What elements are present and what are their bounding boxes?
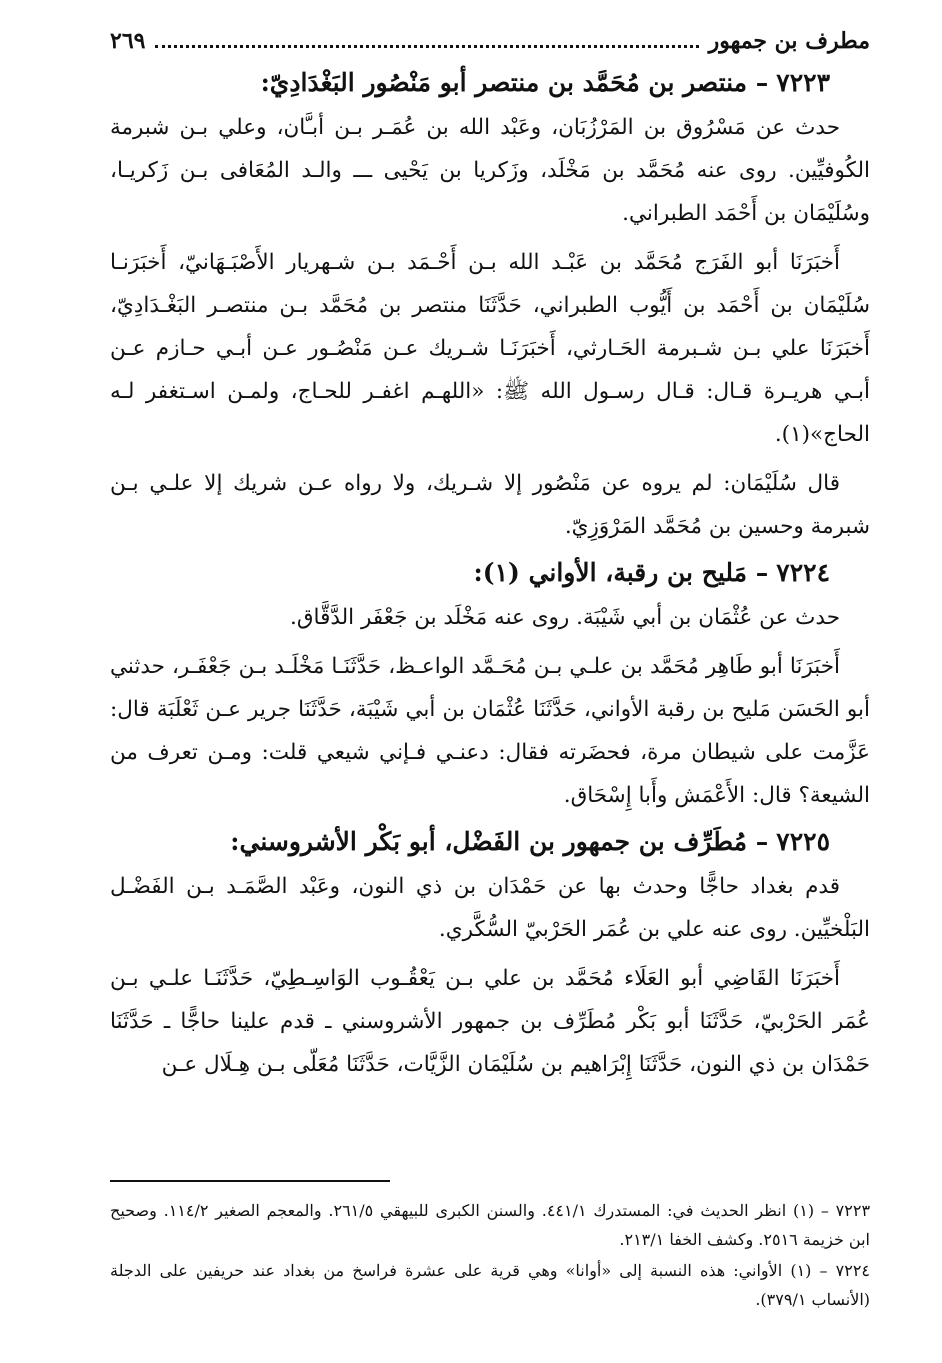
entry-heading [110, 554, 870, 592]
entry-paragraph: قدم بغداد حاجًّا وحدث بها عن حَمْدَان بن ذي النون، وعَبْد الصَّمَـد بـن الفَضْـل البَلْخيِّين. روى عنه علي بن عُمَر الحَرْبيّ السُّكَّري. [110, 874, 870, 942]
leader-dots [155, 31, 698, 48]
entry-title: – مُطَرِّف بن جمهور بن الفَضْل، أبو بَكْر الأشروسني: [230, 827, 769, 856]
entry-paragraph: قال سُلَيْمَان: لم يروه عن مَنْصُور إلا شـريك، ولا رواه عـن شريك إلا علـي بـن شبرمة وحسين بن مُحَمَّد المَرْوَزِيّ. [110, 471, 870, 539]
entry-paragraph: حدث عن عُثْمَان بن أبي شَيْبَة. روى عنه مَخْلَد بن جَعْفَر الدَّقَّاق. [290, 605, 840, 630]
entry-title: – مَليح بن رقبة، الأواني (١): [473, 558, 769, 587]
footnote-rule [110, 1180, 390, 1182]
entry-paragraph: حدث عن مَسْرُوق بن المَرْزُبَان، وعَبْد الله بن عُمَـر بـن أبـَّان، وعلي بـن شبرمة الكُوفيِّين. روى عنه مُحَمَّد بن مَخْلَد، وزَكريا بن يَحْيى ـــ والـد المُعَافى بـن زَكريـا، وسُلَيْمَان بن أَحْمَد الطبراني. [110, 115, 870, 226]
entry-title: – منتصر بن مُحَمَّد بن منتصر أبو مَنْصُور البَغْدَادِيّ: [260, 68, 769, 97]
entry-heading [110, 823, 870, 861]
footnote: ٧٢٢٣ – (١) انظر الحديث في: المستدرك ٤٤١/١. والسنن الكبرى للبيهقي ٢٦١/٥. والمعجم الصغير ١١٤/٢. وصحيح ابن خزيمة ٢٥١٦. وكشف الخفا ٢١٣/١. [110, 1201, 871, 1249]
entry-number: ٧٢٢٣ [776, 68, 830, 97]
entry-paragraph: أَخبَرَنَا أبو الفَرَج مُحَمَّد بن عَبْـد الله بـن أَحْـمَد بـن شـهريار الأَصْبَـهَانيّ، أَخبَرَنـا سُلَيْمَان بن أَحْمَد بن أَيُّوب الطبراني، حَدَّثَنَا منتصر بن مُحَمَّد بـن منتصـر البَغْـدَادِيّ، أَخبَرَنَا علي بـن شـبرمة الحَـارثي، أَخبَرَنَـا شـريك عـن مَنْصُـور عـن أبـي حـازم عـن أبـي هريـرة قـال: قـال رسـول الله ﷺ: «اللهـم اغفـر للحـاج، ولمـن اسـتغفر لـه الحاج»(١). [110, 250, 870, 447]
entry-number: ٧٢٢٤ [776, 558, 830, 587]
footnotes [110, 1180, 870, 1316]
entry-paragraph: أَخبَرَنَا أبو طَاهِر مُحَمَّد بن علـي بـن مُحَـمَّد الواعـظ، حَدَّثَنَـا مَخْلَـد بـن جَعْفَـر، حدثني أبو الحَسَن مَليح بن رقبة الأواني، حَدَّثَنَا عُثْمَان بن أبي شَيْبَة، حَدَّثَنَا جرير عـن ثَعْلَبَة قال: عَزَّمت على شيطان مرة، فحضَرته فقال: دعنـي فـإني شيعي قلت: ومـن تعرف من الشيعة؟ قال: الأَعْمَش وأَبا إِسْحَاق. [110, 654, 870, 808]
entry-heading [110, 64, 870, 102]
page-body [110, 28, 870, 1092]
entry-number: ٧٢٢٥ [776, 827, 830, 856]
entry-paragraph: أَخبَرَنَا القَاضِي أبو العَلَاء مُحَمَّد بن علي بـن يَعْقُـوب الوَاسِـطِيّ، حَدَّثَنَـا علـي بـن عُمَر الحَرْبيّ، حَدَّثَنَا أبو بَكْر مُطَرِّف بن جمهور الأشروسني ـ قدم علينا حاجًّا ـ حَدَّثَنَا حَمْدَان بن ذي النون، حَدَّثَنَا إِبْرَاهيم بن سُلَيْمَان الزَّيَّات، حَدَّثَنَا مُعَلّى بـن هِـلَال عـن [110, 966, 870, 1077]
running-title: مطرف بن جمهور [708, 28, 870, 54]
footnote: ٧٢٢٤ – (١) الأواني: هذه النسبة إلى «أوانا» وهي قرية على عشرة فراسخ من بغداد عند حريفين على الدجلة (الأنساب ٣٧٩/١). [110, 1261, 870, 1309]
running-head [110, 28, 870, 58]
page-number: ٢٦٩ [110, 28, 146, 54]
